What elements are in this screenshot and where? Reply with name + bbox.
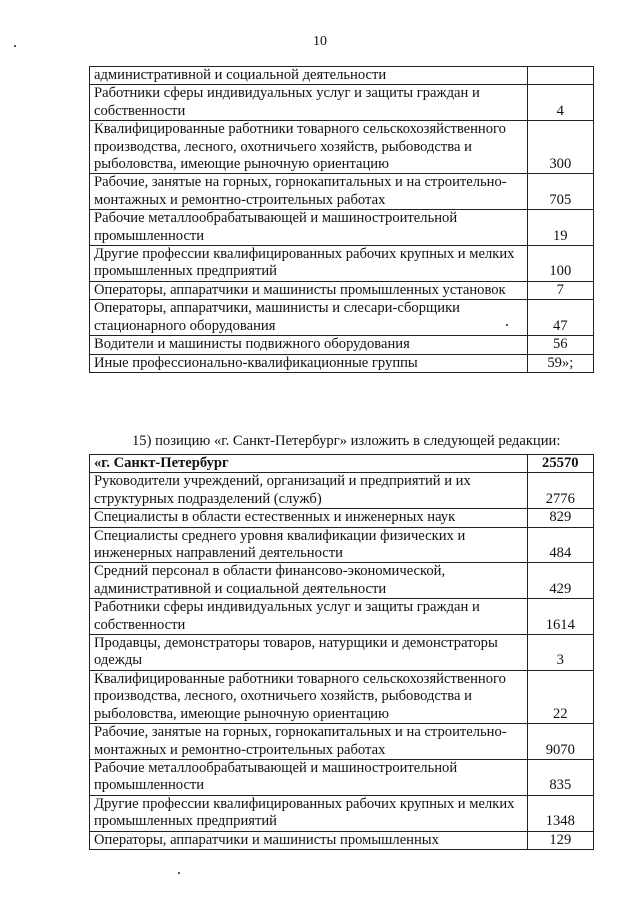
table-row — [90, 831, 594, 849]
row-value: 56 — [527, 336, 593, 354]
page-number: 10 — [313, 34, 327, 49]
row-value: 1614 — [527, 599, 593, 635]
row-label: Другие профессии квалифицированных рабочих крупных и мелких промышленных предприятий — [90, 795, 528, 831]
amendment-caption: 15) позицию «г. Санкт-Петербург» изложить в следующей редакции: — [132, 433, 561, 449]
row-label: Специалисты в области естественных и инженерных наук — [90, 509, 528, 527]
row-value: 1348 — [527, 795, 593, 831]
table-row — [90, 281, 594, 299]
row-value: 7 — [527, 281, 593, 299]
table-row — [90, 635, 594, 671]
row-value: 59»; — [527, 354, 593, 372]
table-row — [90, 599, 594, 635]
row-label: административной и социальной деятельности — [90, 67, 528, 85]
row-value: 829 — [527, 509, 593, 527]
row-label: Специалисты среднего уровня квалификации физических и инженерных направлений деятельности — [90, 527, 528, 563]
table-row — [90, 67, 594, 85]
row-value — [527, 67, 593, 85]
row-value: 3 — [527, 635, 593, 671]
row-value: 47 — [527, 300, 593, 336]
row-label: Работники сферы индивидуальных услуг и защиты граждан и собственности — [90, 85, 528, 121]
table-row — [90, 473, 594, 509]
scan-speck — [178, 872, 180, 874]
row-value: 835 — [527, 759, 593, 795]
row-value: 129 — [527, 831, 593, 849]
scan-speck — [14, 45, 16, 47]
region-label: «г. Санкт-Петербург — [90, 455, 528, 473]
row-label: Водители и машинисты подвижного оборудования — [90, 336, 528, 354]
table-row — [90, 563, 594, 599]
table-row — [90, 174, 594, 210]
row-label: Операторы, аппаратчики и машинисты промышленных установок — [90, 281, 528, 299]
row-label: Операторы, аппаратчики и машинисты промышленных — [90, 831, 528, 849]
table-row — [90, 210, 594, 246]
table-row — [90, 336, 594, 354]
row-value: 100 — [527, 246, 593, 282]
row-label: Рабочие металлообрабатывающей и машиностроительной промышленности — [90, 210, 528, 246]
table-header-row — [90, 455, 594, 473]
table-row — [90, 246, 594, 282]
row-value: 9070 — [527, 724, 593, 760]
table-row — [90, 509, 594, 527]
row-value: 4 — [527, 85, 593, 121]
row-label: Работники сферы индивидуальных услуг и защиты граждан и собственности — [90, 599, 528, 635]
table-row — [90, 670, 594, 723]
table-row — [90, 85, 594, 121]
row-label: Рабочие, занятые на горных, горнокапитальных и на строительно-монтажных и ремонтно-строительных работах — [90, 724, 528, 760]
row-label: Операторы, аппаратчики, машинисты и слесари-сборщики стационарного оборудования — [90, 300, 528, 336]
row-label: Рабочие, занятые на горных, горнокапитальных и на строительно-монтажных и ремонтно-строительных работах — [90, 174, 528, 210]
row-value: 705 — [527, 174, 593, 210]
row-value: 22 — [527, 670, 593, 723]
row-label: Рабочие металлообрабатывающей и машиностроительной промышленности — [90, 759, 528, 795]
row-label: Квалифицированные работники товарного сельскохозяйственного производства, лесного, охотничьего хозяйств, рыбоводства и рыболовства, имеющие рыночную ориентацию — [90, 670, 528, 723]
occupation-table-1 — [89, 66, 594, 373]
table-row — [90, 121, 594, 174]
table-row — [90, 354, 594, 372]
table-row — [90, 527, 594, 563]
table-row — [90, 724, 594, 760]
row-value: 484 — [527, 527, 593, 563]
row-label: Иные профессионально-квалификационные группы — [90, 354, 528, 372]
occupation-table-saint-petersburg — [89, 454, 594, 850]
row-label: Продавцы, демонстраторы товаров, натурщики и демонстраторы одежды — [90, 635, 528, 671]
scan-speck — [506, 324, 508, 326]
row-label: Средний персонал в области финансово-экономической, административной и социальной деятельности — [90, 563, 528, 599]
row-label: Руководители учреждений, организаций и предприятий и их структурных подразделений (служб) — [90, 473, 528, 509]
row-value: 300 — [527, 121, 593, 174]
table-row — [90, 795, 594, 831]
region-total: 25570 — [527, 455, 593, 473]
table-row — [90, 759, 594, 795]
row-value: 429 — [527, 563, 593, 599]
row-value: 2776 — [527, 473, 593, 509]
row-label: Другие профессии квалифицированных рабочих крупных и мелких промышленных предприятий — [90, 246, 528, 282]
table-row — [90, 300, 594, 336]
row-label: Квалифицированные работники товарного сельскохозяйственного производства, лесного, охотничьего хозяйств, рыбоводства и рыболовства, имеющие рыночную ориентацию — [90, 121, 528, 174]
row-value: 19 — [527, 210, 593, 246]
